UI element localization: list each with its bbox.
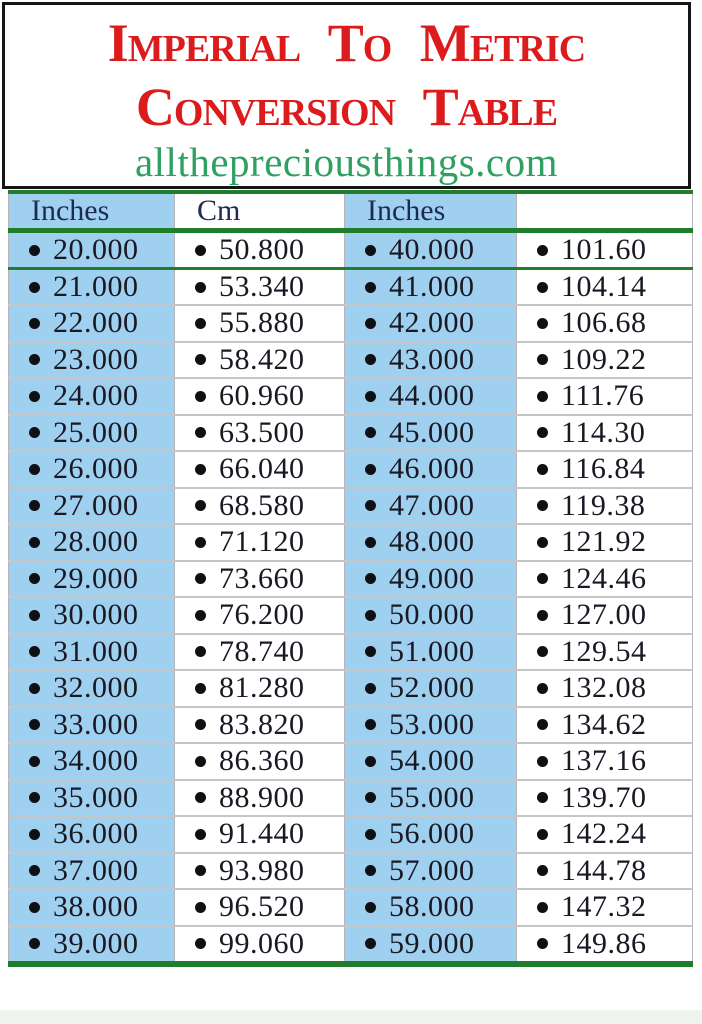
cm-cell xyxy=(175,597,345,634)
bullet-icon xyxy=(537,573,548,584)
cell-value: 144.78 xyxy=(561,853,647,887)
cell-value: 139.70 xyxy=(561,780,647,814)
cell-value: 121.92 xyxy=(561,525,647,559)
bullet-icon xyxy=(195,902,206,913)
bullet-icon xyxy=(195,865,206,876)
table-body xyxy=(9,231,693,964)
bullet-icon xyxy=(29,865,40,876)
bullet-icon xyxy=(195,683,206,694)
inches-cell xyxy=(9,524,175,561)
bullet-icon xyxy=(195,610,206,621)
bottom-margin-strip xyxy=(0,1010,702,1024)
bullet-icon xyxy=(29,756,40,767)
bullet-icon xyxy=(365,865,376,876)
bullet-icon xyxy=(365,646,376,657)
bullet-icon xyxy=(537,282,548,293)
cell-value: 21.000 xyxy=(53,270,139,303)
table-row xyxy=(9,597,693,634)
bullet-icon xyxy=(195,282,206,293)
cm-cell xyxy=(175,378,345,415)
bullet-icon xyxy=(195,938,206,949)
bullet-icon xyxy=(365,573,376,584)
bullet-icon xyxy=(29,537,40,548)
inches-cell xyxy=(345,342,517,379)
cell-value: 23.000 xyxy=(53,342,139,376)
inches-cell xyxy=(9,378,175,415)
bullet-icon xyxy=(365,610,376,621)
cell-value: 24.000 xyxy=(53,379,139,413)
bullet-icon xyxy=(29,282,40,293)
table-row xyxy=(9,231,693,269)
cell-value: 99.060 xyxy=(219,926,305,960)
cm-cell xyxy=(517,561,693,598)
bullet-icon xyxy=(537,318,548,329)
cell-value: 40.000 xyxy=(389,233,475,266)
bullet-icon xyxy=(29,573,40,584)
bullet-icon xyxy=(537,719,548,730)
cell-value: 26.000 xyxy=(53,452,139,486)
inches-cell xyxy=(345,634,517,671)
cell-value: 111.76 xyxy=(561,379,645,413)
cell-value: 63.500 xyxy=(219,415,305,449)
bullet-icon xyxy=(195,719,206,730)
cell-value: 76.200 xyxy=(219,598,305,632)
table-row xyxy=(9,524,693,561)
bullet-icon xyxy=(29,646,40,657)
cell-value: 127.00 xyxy=(561,598,647,632)
bullet-icon xyxy=(537,865,548,876)
table-row xyxy=(9,926,693,964)
table-row xyxy=(9,561,693,598)
bullet-icon xyxy=(537,245,548,256)
table-row xyxy=(9,670,693,707)
cell-value: 37.000 xyxy=(53,853,139,887)
inches-cell xyxy=(345,707,517,744)
cm-cell xyxy=(517,707,693,744)
inches-cell xyxy=(9,889,175,926)
cell-value: 39.000 xyxy=(53,926,139,960)
table-row xyxy=(9,889,693,926)
cell-value: 106.68 xyxy=(561,306,647,340)
cm-cell xyxy=(517,269,693,306)
cell-value: 27.000 xyxy=(53,488,139,522)
cm-cell xyxy=(517,634,693,671)
cm-cell xyxy=(517,853,693,890)
inches-cell xyxy=(9,816,175,853)
cell-value: 58.000 xyxy=(389,890,475,924)
cell-value: 124.46 xyxy=(561,561,647,595)
bullet-icon xyxy=(537,902,548,913)
bullet-icon xyxy=(365,938,376,949)
bullet-icon xyxy=(365,282,376,293)
inches-cell xyxy=(9,707,175,744)
inches-cell xyxy=(9,853,175,890)
inches-cell xyxy=(9,231,175,269)
header-inches-right: Inches xyxy=(345,192,517,231)
cm-cell xyxy=(517,342,693,379)
bullet-icon xyxy=(29,464,40,475)
bullet-icon xyxy=(29,719,40,730)
inches-cell xyxy=(345,780,517,817)
inches-cell xyxy=(345,670,517,707)
bullet-icon xyxy=(537,354,548,365)
bullet-icon xyxy=(29,318,40,329)
inches-cell xyxy=(9,926,175,964)
bullet-icon xyxy=(537,829,548,840)
conversion-table-wrap xyxy=(8,190,692,967)
inches-cell xyxy=(345,743,517,780)
cell-value: 54.000 xyxy=(389,744,475,778)
cell-value: 83.820 xyxy=(219,707,305,741)
bullet-icon xyxy=(365,792,376,803)
table-row xyxy=(9,780,693,817)
inches-cell xyxy=(9,488,175,525)
inches-cell xyxy=(345,816,517,853)
cell-value: 52.000 xyxy=(389,671,475,705)
cell-value: 53.340 xyxy=(219,270,305,303)
cell-value: 28.000 xyxy=(53,525,139,559)
cm-cell xyxy=(175,415,345,452)
cm-cell xyxy=(175,743,345,780)
bullet-icon xyxy=(195,427,206,438)
cell-value: 109.22 xyxy=(561,342,647,376)
inches-cell xyxy=(345,415,517,452)
bullet-icon xyxy=(29,354,40,365)
bullet-icon xyxy=(195,464,206,475)
cell-value: 30.000 xyxy=(53,598,139,632)
cm-cell xyxy=(517,231,693,269)
cell-value: 59.000 xyxy=(389,926,475,960)
inches-cell xyxy=(345,524,517,561)
cm-cell xyxy=(517,670,693,707)
bullet-icon xyxy=(195,245,206,256)
table-row xyxy=(9,853,693,890)
bullet-icon xyxy=(537,610,548,621)
table-row xyxy=(9,488,693,525)
cell-value: 91.440 xyxy=(219,817,305,851)
bullet-icon xyxy=(29,427,40,438)
bullet-icon xyxy=(195,646,206,657)
inches-cell xyxy=(345,269,517,306)
cm-cell xyxy=(175,269,345,306)
cm-cell xyxy=(517,597,693,634)
cell-value: 29.000 xyxy=(53,561,139,595)
cell-value: 44.000 xyxy=(389,379,475,413)
cell-value: 129.54 xyxy=(561,634,647,668)
cell-value: 101.60 xyxy=(561,233,647,266)
bullet-icon xyxy=(365,902,376,913)
inches-cell xyxy=(9,634,175,671)
table-header-row xyxy=(9,192,693,231)
bullet-icon xyxy=(365,683,376,694)
cm-cell xyxy=(175,853,345,890)
cell-value: 48.000 xyxy=(389,525,475,559)
bullet-icon xyxy=(29,902,40,913)
cell-value: 47.000 xyxy=(389,488,475,522)
cell-value: 68.580 xyxy=(219,488,305,522)
inches-cell xyxy=(9,780,175,817)
website-url: allthepreciousthings.com xyxy=(134,139,559,185)
cm-cell xyxy=(517,488,693,525)
cm-cell xyxy=(517,524,693,561)
cell-value: 55.880 xyxy=(219,306,305,340)
inches-cell xyxy=(9,415,175,452)
table-row xyxy=(9,305,693,342)
bullet-icon xyxy=(195,354,206,365)
cell-value: 86.360 xyxy=(219,744,305,778)
cell-value: 42.000 xyxy=(389,306,475,340)
inches-cell xyxy=(9,561,175,598)
cm-cell xyxy=(175,707,345,744)
cell-value: 20.000 xyxy=(53,233,139,266)
cm-cell xyxy=(517,451,693,488)
bullet-icon xyxy=(365,318,376,329)
cm-cell xyxy=(175,342,345,379)
bullet-icon xyxy=(29,391,40,402)
bullet-icon xyxy=(365,391,376,402)
cell-value: 137.16 xyxy=(561,744,647,778)
cell-value: 116.84 xyxy=(561,452,646,486)
inches-cell xyxy=(9,342,175,379)
bullet-icon xyxy=(195,573,206,584)
cm-cell xyxy=(175,926,345,964)
cell-value: 55.000 xyxy=(389,780,475,814)
cm-cell xyxy=(175,231,345,269)
cell-value: 41.000 xyxy=(389,270,475,303)
cell-value: 88.900 xyxy=(219,780,305,814)
cell-value: 142.24 xyxy=(561,817,647,851)
bullet-icon xyxy=(537,537,548,548)
cell-value: 33.000 xyxy=(53,707,139,741)
inches-cell xyxy=(9,597,175,634)
bullet-icon xyxy=(195,500,206,511)
cell-value: 119.38 xyxy=(561,488,646,522)
cell-value: 22.000 xyxy=(53,306,139,340)
cell-value: 81.280 xyxy=(219,671,305,705)
table-row xyxy=(9,415,693,452)
cm-cell xyxy=(175,488,345,525)
bullet-icon xyxy=(537,792,548,803)
table-row xyxy=(9,707,693,744)
cm-cell xyxy=(175,670,345,707)
inches-cell xyxy=(9,305,175,342)
cm-cell xyxy=(517,889,693,926)
cell-value: 147.32 xyxy=(561,890,647,924)
cell-value: 57.000 xyxy=(389,853,475,887)
cm-cell xyxy=(517,305,693,342)
inches-cell xyxy=(9,269,175,306)
inches-cell xyxy=(9,451,175,488)
bullet-icon xyxy=(365,354,376,365)
bullet-icon xyxy=(537,683,548,694)
cell-value: 51.000 xyxy=(389,634,475,668)
table-row xyxy=(9,342,693,379)
inches-cell xyxy=(9,670,175,707)
cell-value: 50.800 xyxy=(219,233,305,266)
cell-value: 134.62 xyxy=(561,707,647,741)
cell-value: 35.000 xyxy=(53,780,139,814)
table-row xyxy=(9,269,693,306)
cell-value: 66.040 xyxy=(219,452,305,486)
bullet-icon xyxy=(195,537,206,548)
inches-cell xyxy=(9,743,175,780)
bullet-icon xyxy=(195,756,206,767)
bullet-icon xyxy=(537,646,548,657)
bullet-icon xyxy=(537,391,548,402)
bullet-icon xyxy=(537,938,548,949)
inches-cell xyxy=(345,231,517,269)
bullet-icon xyxy=(365,245,376,256)
inches-cell xyxy=(345,561,517,598)
bullet-icon xyxy=(365,829,376,840)
cm-cell xyxy=(517,743,693,780)
bullet-icon xyxy=(195,792,206,803)
cell-value: 96.520 xyxy=(219,890,305,924)
cm-cell xyxy=(175,451,345,488)
bullet-icon xyxy=(537,500,548,511)
cell-value: 43.000 xyxy=(389,342,475,376)
cell-value: 93.980 xyxy=(219,853,305,887)
cell-value: 149.86 xyxy=(561,926,647,960)
bullet-icon xyxy=(29,610,40,621)
bullet-icon xyxy=(195,318,206,329)
cell-value: 104.14 xyxy=(561,270,647,303)
inches-cell xyxy=(345,853,517,890)
inches-cell xyxy=(345,926,517,964)
bullet-icon xyxy=(195,391,206,402)
cell-value: 25.000 xyxy=(53,415,139,449)
bullet-icon xyxy=(537,427,548,438)
cm-cell xyxy=(175,816,345,853)
cell-value: 78.740 xyxy=(219,634,305,668)
bullet-icon xyxy=(29,500,40,511)
cm-cell xyxy=(175,524,345,561)
bullet-icon xyxy=(195,829,206,840)
cell-value: 46.000 xyxy=(389,452,475,486)
table-row xyxy=(9,743,693,780)
cell-value: 53.000 xyxy=(389,707,475,741)
cm-cell xyxy=(517,780,693,817)
cell-value: 31.000 xyxy=(53,634,139,668)
title-line-2: Conversion Table xyxy=(135,77,558,137)
cell-value: 32.000 xyxy=(53,671,139,705)
bullet-icon xyxy=(29,938,40,949)
cell-value: 132.08 xyxy=(561,671,647,705)
bullet-icon xyxy=(537,756,548,767)
bullet-icon xyxy=(29,792,40,803)
cell-value: 49.000 xyxy=(389,561,475,595)
table-row xyxy=(9,451,693,488)
cell-value: 45.000 xyxy=(389,415,475,449)
bullet-icon xyxy=(365,427,376,438)
inches-cell xyxy=(345,305,517,342)
inches-cell xyxy=(345,889,517,926)
cm-cell xyxy=(175,780,345,817)
cell-value: 50.000 xyxy=(389,598,475,632)
header-cm-left: Cm xyxy=(175,192,345,231)
cm-cell xyxy=(517,816,693,853)
cell-value: 73.660 xyxy=(219,561,305,595)
bullet-icon xyxy=(365,464,376,475)
cell-value: 114.30 xyxy=(561,415,646,449)
cm-cell xyxy=(517,926,693,964)
bullet-icon xyxy=(29,829,40,840)
conversion-table xyxy=(8,190,693,967)
cm-cell xyxy=(175,889,345,926)
bullet-icon xyxy=(365,500,376,511)
title-line-1: Imperial To Metric xyxy=(107,13,586,73)
bullet-icon xyxy=(365,756,376,767)
cm-cell xyxy=(175,305,345,342)
cell-value: 71.120 xyxy=(219,525,305,559)
inches-cell xyxy=(345,378,517,415)
bullet-icon xyxy=(365,537,376,548)
bullet-icon xyxy=(537,464,548,475)
cm-cell xyxy=(517,415,693,452)
bullet-icon xyxy=(365,719,376,730)
inches-cell xyxy=(345,597,517,634)
cm-cell xyxy=(175,561,345,598)
cell-value: 34.000 xyxy=(53,744,139,778)
cell-value: 36.000 xyxy=(53,817,139,851)
table-row xyxy=(9,634,693,671)
bullet-icon xyxy=(29,683,40,694)
table-row xyxy=(9,378,693,415)
cell-value: 60.960 xyxy=(219,379,305,413)
cell-value: 56.000 xyxy=(389,817,475,851)
cell-value: 38.000 xyxy=(53,890,139,924)
title-box xyxy=(2,2,691,189)
cm-cell xyxy=(175,634,345,671)
cm-cell xyxy=(517,378,693,415)
header-cm-right xyxy=(517,192,693,231)
header-inches-left: Inches xyxy=(9,192,175,231)
table-row xyxy=(9,816,693,853)
cell-value: 58.420 xyxy=(219,342,305,376)
bullet-icon xyxy=(29,245,40,256)
inches-cell xyxy=(345,451,517,488)
inches-cell xyxy=(345,488,517,525)
